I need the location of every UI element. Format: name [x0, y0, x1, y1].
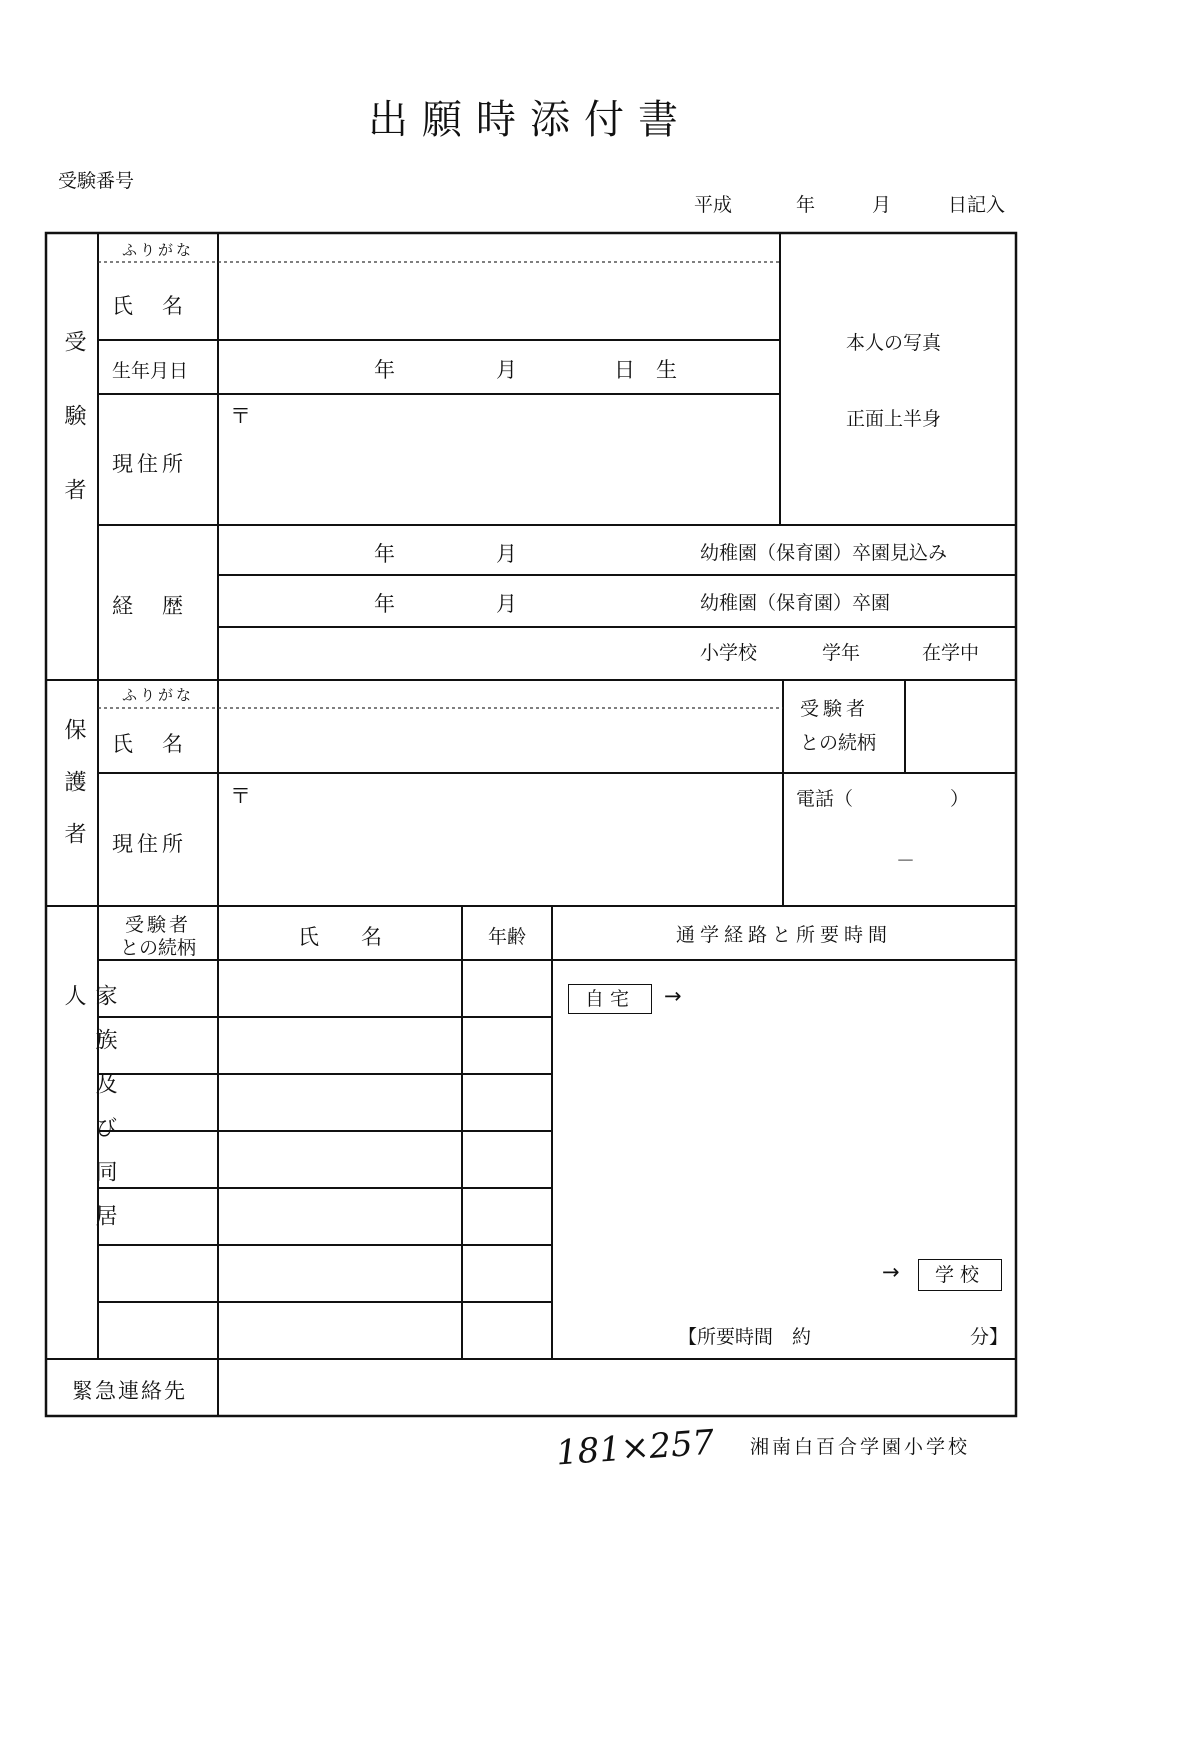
history-row3-status: 在学中: [922, 642, 980, 664]
birth-year: 年: [374, 358, 395, 382]
school-name: 湘南白百合学園小学校: [750, 1436, 971, 1458]
history-label: 経 歴: [112, 594, 187, 618]
handwritten-note: 181×257: [554, 1422, 716, 1474]
family-col-name: 氏 名: [298, 925, 382, 949]
date-day: 日記入: [948, 194, 1006, 216]
home-box: 自宅: [568, 984, 652, 1014]
history-row2-year: 年: [374, 592, 395, 616]
guardian-postal-mark: 〒: [230, 784, 251, 808]
date-year: 年: [796, 194, 816, 216]
school-box: 学校: [918, 1259, 1002, 1291]
family-col-age: 年齢: [487, 926, 526, 948]
guardian-address-label: 現住所: [112, 832, 187, 856]
travel-time-suffix: 分】: [970, 1326, 1009, 1348]
relation-label-line2: との続柄: [800, 732, 877, 754]
exam-number-label: 受験番号: [58, 170, 135, 192]
phone-dash: －: [896, 850, 916, 872]
guardian-name-label: 氏 名: [112, 732, 187, 756]
history-row1-text: 幼稚園（保育園）卒園見込み: [700, 542, 948, 564]
home-arrow: →: [664, 984, 682, 1008]
applicant-address-label: 現住所: [112, 452, 187, 476]
phone-close-paren: ）: [950, 788, 970, 810]
history-row3-grade: 学年: [822, 642, 861, 664]
date-era: 平成: [694, 194, 733, 216]
history-row3-school: 小学校: [700, 642, 758, 664]
birth-day: 日 生: [614, 358, 677, 382]
guardian-furigana-label: ふりがな: [121, 686, 194, 704]
relation-label-line1: 受験者: [800, 698, 870, 720]
applicant-name-label: 氏 名: [112, 294, 187, 318]
date-month: 月: [872, 194, 892, 216]
history-row1-month: 月: [496, 542, 517, 566]
phone-label: 電話（: [796, 788, 854, 810]
history-row2-text: 幼稚園（保育園）卒園: [700, 592, 891, 614]
family-col-relation-2: との続柄: [119, 937, 196, 959]
guardian-section-label: 保護者: [61, 718, 86, 874]
page-title: 出願時添付書: [368, 97, 692, 143]
history-row2-month: 月: [496, 592, 517, 616]
school-arrow: →: [882, 1260, 900, 1284]
family-col-relation-1: 受験者: [124, 914, 191, 936]
applicant-furigana-label: ふりがな: [121, 241, 194, 259]
birth-month: 月: [496, 358, 517, 382]
photo-instruction-1: 本人の写真: [846, 332, 942, 354]
travel-time-prefix: 【所要時間 約: [678, 1326, 812, 1348]
applicant-section-label: 受験者: [61, 330, 86, 552]
photo-instruction-2: 正面上半身: [846, 408, 942, 430]
history-row1-year: 年: [374, 542, 395, 566]
family-section-label: 家族及び同居人: [61, 984, 117, 1248]
family-col-route: 通学経路と所要時間: [675, 924, 892, 946]
birth-date-label: 生年月日: [112, 360, 189, 382]
applicant-postal-mark: 〒: [230, 404, 251, 428]
emergency-contact-label: 緊急連絡先: [72, 1379, 187, 1403]
